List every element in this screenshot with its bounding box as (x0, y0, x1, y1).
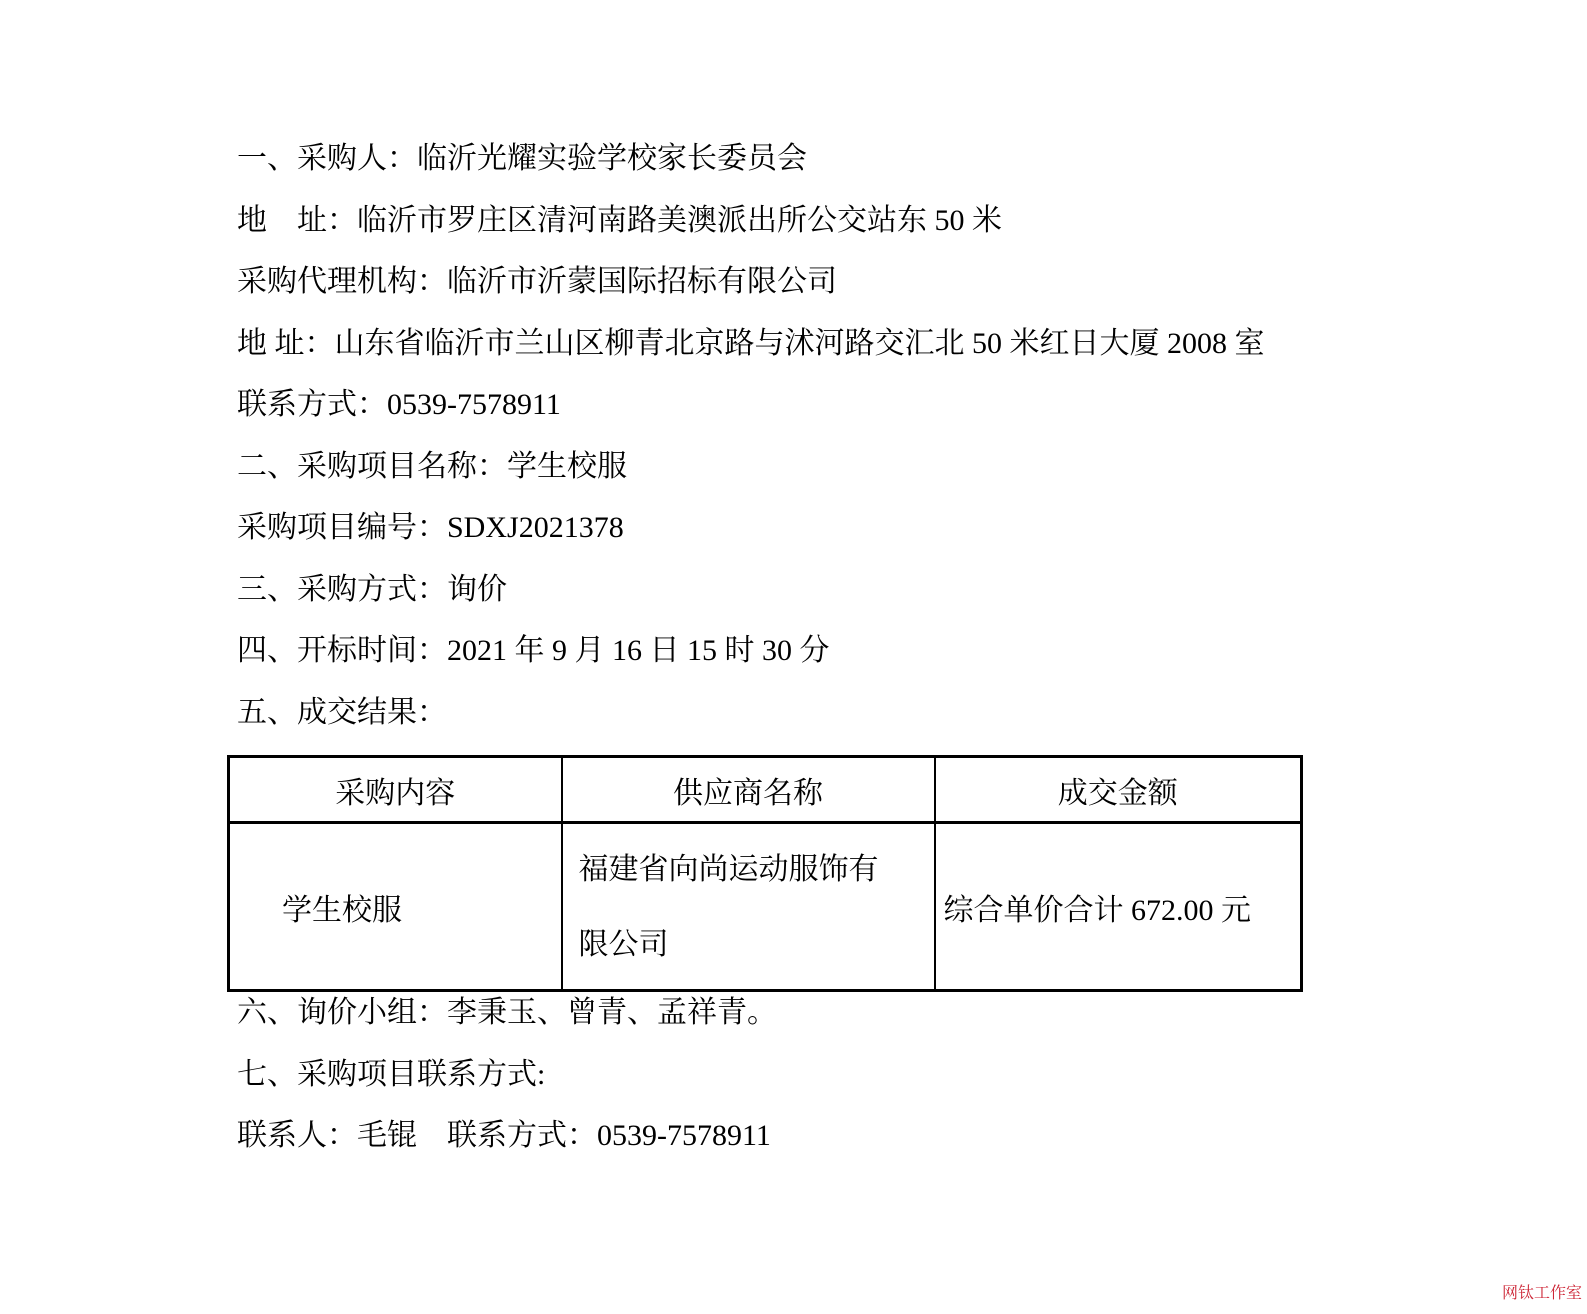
studio-watermark: 网钛工作室 (1501, 1285, 1582, 1302)
cell-deal-amount: 综合单价合计 672.00 元 (935, 823, 1302, 991)
paragraph-agency-address: 地 址：山东省临沂市兰山区柳青北京路与沭河路交汇北 50 米红日大厦 2008 室 (237, 326, 1265, 360)
paragraph-purchaser-address: 地 址：临沂市罗庄区清河南路美澳派出所公交站东 50 米 (237, 203, 1002, 237)
paragraph-inquiry-team: 六、询价小组：李秉玉、曾青、孟祥青。 (237, 996, 777, 1029)
result-table-data-row (229, 823, 1302, 991)
paragraph-bid-opening-time: 四、开标时间：2021 年 9 月 16 日 15 时 30 分 (237, 634, 830, 667)
paragraph-project-name: 二、采购项目名称：学生校服 (237, 449, 627, 483)
paragraph-contact-heading: 七、采购项目联系方式: (237, 1057, 546, 1091)
cell-purchase-content: 学生校服 (229, 823, 562, 991)
result-table (227, 755, 1303, 992)
paragraph-agency: 采购代理机构：临沂市沂蒙国际招标有限公司 (237, 265, 837, 298)
header-cell-purchase-content: 采购内容 (229, 757, 562, 823)
paragraph-contact-info: 联系人：毛锟 联系方式：0539-7578911 (237, 1119, 771, 1152)
document-body (237, 128, 1587, 1167)
paragraph-result-heading: 五、成交结果： (237, 695, 447, 729)
header-cell-deal-amount: 成交金额 (935, 757, 1302, 823)
paragraph-procurement-method: 三、采购方式：询价 (237, 572, 507, 606)
document-bottom-section (237, 982, 1587, 1167)
header-cell-supplier-name: 供应商名称 (562, 757, 935, 823)
cell-supplier-name: 福建省向尚运动服饰有限公司 (562, 823, 935, 991)
paragraph-project-number: 采购项目编号：SDXJ2021378 (237, 511, 624, 544)
paragraph-purchaser: 一、采购人：临沂光耀实验学校家长委员会 (237, 142, 807, 175)
result-table-header-row (229, 757, 1302, 823)
paragraph-agency-contact: 联系方式：0539-7578911 (237, 388, 561, 421)
